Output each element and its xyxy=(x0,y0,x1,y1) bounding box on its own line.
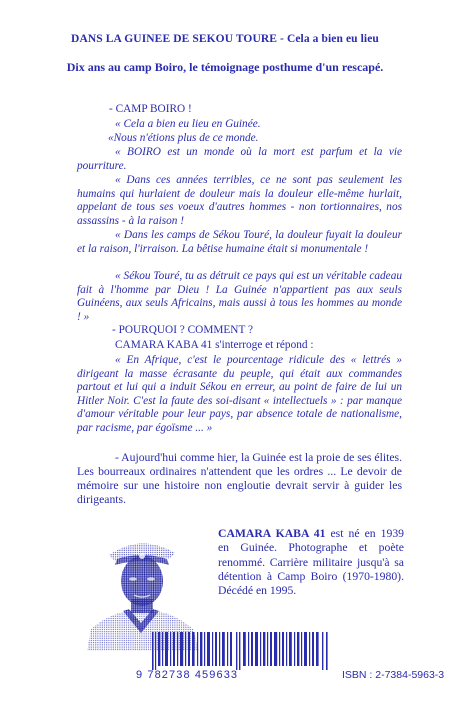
camara-line xyxy=(115,339,313,353)
barcode xyxy=(152,632,329,670)
quote-line-2: «Nous n'étions plus de ce monde. xyxy=(108,132,259,144)
author-bio xyxy=(218,527,404,598)
quote-line-1: « Cela a bien eu lieu en Guinée. xyxy=(115,118,261,130)
paragraph-boiro: « BOIRO est un monde où la mort est parfum et la vie pourriture. xyxy=(77,146,402,172)
camara-name: CAMARA KABA 41 xyxy=(115,339,213,351)
paragraph-years: « Dans ces années terribles, ce ne sont pas seulement les humains qui hurlaient de douleur mais la douleur elle-même hurlait, appelant de tous ses voeux d'autres hommes - non tortionnaires, nos assassins - à la raison ! xyxy=(77,174,402,227)
camp-boiro-heading: - CAMP BOIRO ! xyxy=(109,103,192,115)
cover-subtitle-line: Dix ans au camp Boiro, le témoignage posthume d'un rescapé. xyxy=(66,60,384,74)
camara-rest: s'interroge et répond : xyxy=(212,339,314,351)
barcode-digits: 9 782738 459633 xyxy=(136,669,239,681)
paragraph-camps: « Dans les camps de Sékou Touré, la douleur fuyait la douleur et la raison, l'irraison. La bêtise humaine était si monumentale ! xyxy=(77,229,402,255)
paragraph-aujourdhui: - Aujourd'hui comme hier, la Guinée est la proie de ses élites. Les bourreaux ordinaires n'attendent que les ordres ... Le devoir de mémoire sur une histoire non engloutie devrait servir à guider les dirigeants. xyxy=(77,451,402,506)
author-name: CAMARA KABA 41 xyxy=(218,527,326,540)
isbn-label: ISBN : 2-7384-5963-3 xyxy=(342,669,445,681)
cover-title-line: DANS LA GUINEE DE SEKOU TOURE - Cela a bien eu lieu xyxy=(71,33,379,45)
author-bio-text: est né en 1939 en Guinée. Photographe et poète renommé. Carrière militaire jusqu'à sa détention à Camp Boiro (1970-1980). Décédé en 1995. xyxy=(218,527,405,598)
paragraph-sekou: « Sékou Touré, tu as détruit ce pays qui est un véritable cadeau fait à l'homme par Dieu ! La Guinée n'appartient pas aux seuls Guinéens, aux seuls Africains, mais aussi à tous les hommes au monde ! » xyxy=(77,270,402,323)
pourquoi-line: - POURQUOI ? COMMENT ? xyxy=(112,324,253,336)
paragraph-afrique: « En Afrique, c'est le pourcentage ridicule des « lettrés » dirigeant la masse écrasante du peuple, qui était aux commandes partout et lui qui a induit Sékou en erreur, au point de faire de lui un Hitler Noir. C'est la faute des soi-disant « intellectuels » : par manque d'amour véritable pour leur pays, par absence totale de nationalisme, par racisme, par égoïsme ... » xyxy=(77,354,402,434)
